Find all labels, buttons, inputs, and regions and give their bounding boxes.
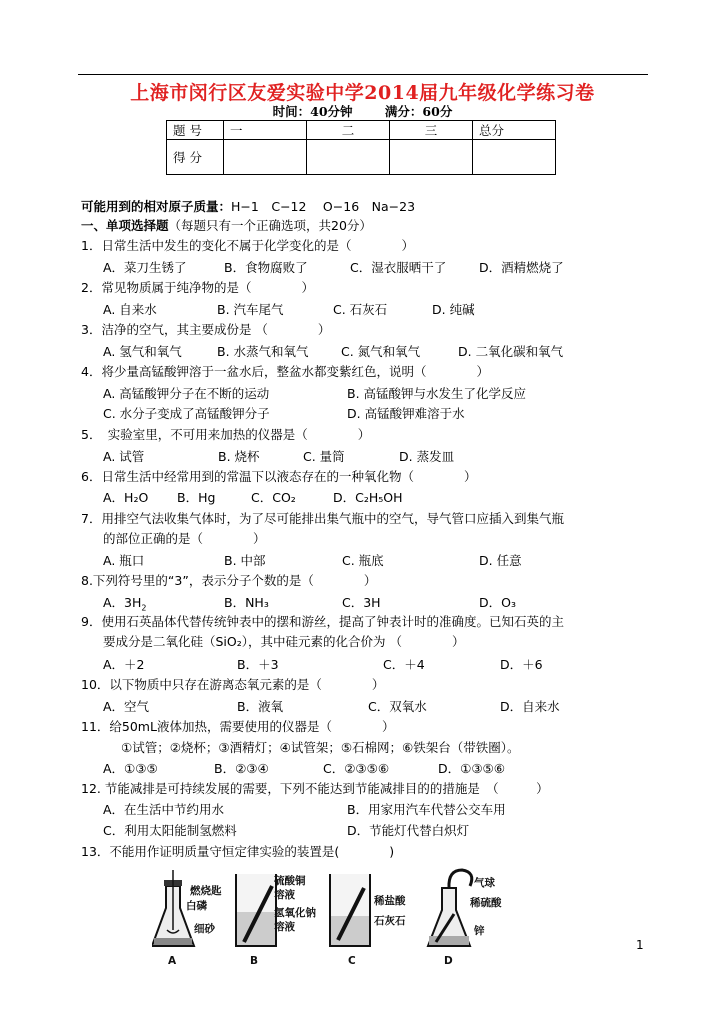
letter-C: C	[348, 955, 356, 967]
option-A: A. 试管	[103, 449, 145, 464]
option-D: D．O₃	[479, 595, 516, 610]
option-C: C. 水分子变成了高锰酸钾分子	[103, 406, 270, 421]
option-D: D．自来水	[500, 699, 560, 714]
apparatus-figure	[152, 866, 532, 970]
label-A-1: 燃烧匙	[190, 885, 222, 897]
score-cell: 二	[307, 121, 390, 140]
option-A: A．菜刀生锈了	[103, 260, 187, 275]
option-C: C．湿衣服晒干了	[350, 260, 447, 275]
label-B-1: 硫酸铜	[274, 875, 306, 887]
score-cell: 总分	[473, 121, 556, 140]
option-A: A．①③⑤	[103, 761, 158, 776]
option-A: A．＋2	[103, 657, 145, 672]
question-stem: 7．用排空气法收集气体时，为了尽可能排出集气瓶中的空气，导气管口应插入到集气瓶	[81, 511, 564, 526]
option-B: B．②③④	[214, 761, 269, 776]
option-B: B. 烧杯	[218, 449, 260, 464]
option-C: C．②③⑤⑥	[323, 761, 390, 776]
option-C: C．利用太阳能制氢燃料	[103, 823, 237, 838]
option-C: C. 量筒	[303, 449, 345, 464]
option-D: D. 蒸发皿	[399, 449, 455, 464]
option-B: B．NH₃	[224, 595, 269, 610]
score-input-cell	[473, 140, 556, 175]
page-title: 上海市闵行区友爱实验中学2014届九年级化学练习卷	[130, 82, 595, 104]
question-stem-continued: 的部位正确的是（ ）	[103, 531, 266, 546]
apparatus-B	[236, 874, 316, 967]
option-B: B. 高锰酸钾与水发生了化学反应	[347, 386, 527, 401]
option-A-text: A．3H	[103, 595, 142, 610]
question-stem: 2．常见物质属于纯净物的是（ ）	[81, 280, 314, 295]
atomic-mass-line	[81, 197, 415, 215]
option-A: A. 高锰酸钾分子在不断的运动	[103, 386, 270, 401]
question-stem: 1．日常生活中发生的变化不属于化学变化的是（ ）	[81, 238, 414, 253]
question-stem: 5． 实验室里，不可用来加热的仪器是（ ）	[81, 427, 371, 442]
page-number: 1	[636, 938, 644, 952]
label-D-1: 气球	[474, 877, 495, 889]
label-D-3: 锌	[474, 925, 485, 937]
option-C: C. 石灰石	[333, 302, 388, 317]
score-input-cell	[224, 140, 307, 175]
question-stem: 12. 节能减排是可持续发展的需要，下列不能达到节能减排目的的措施是 （ ）	[81, 781, 549, 796]
option-A: A. 自来水	[103, 302, 157, 317]
question-stem: 4．将少量高锰酸钾溶于一盆水后，整盆水都变紫红色，说明（ ）	[81, 364, 489, 379]
question-stem: 10．以下物质中只存在游离态氧元素的是（ ）	[81, 677, 385, 692]
exam-info	[0, 102, 725, 120]
option-C: C．＋4	[383, 657, 425, 672]
question-stem: 6．日常生活中经常用到的常温下以液态存在的一种氧化物（ ）	[81, 469, 477, 484]
option-B: B．液氧	[237, 699, 284, 714]
option-B: B. 汽车尾气	[217, 302, 284, 317]
option-C: C. 瓶底	[342, 553, 384, 568]
question-stem-continued: 要成分是二氧化硅（SiO₂），其中硅元素的化合价为 （ ）	[103, 634, 465, 649]
header-rule	[78, 74, 648, 75]
option-A: A．H₂O	[103, 490, 149, 505]
time-limit: 时间：40分钟	[272, 104, 353, 119]
option-D: D．①③⑤⑥	[438, 761, 505, 776]
letter-A: A	[168, 955, 177, 967]
option-A: A．空气	[103, 699, 150, 714]
label-A-3: 细砂	[194, 923, 215, 935]
question-stem: 13．不能用作证明质量守恒定律实验的装置是( )	[81, 844, 395, 859]
option-C: C．双氧水	[368, 699, 427, 714]
option-A: A. 瓶口	[103, 553, 145, 568]
option-D: D. 任意	[479, 553, 522, 568]
option-B: B．食物腐败了	[224, 260, 308, 275]
question-stem: 3．洁净的空气，其主要成份是 （ ）	[81, 322, 331, 337]
letter-D: D	[444, 955, 453, 967]
question-stem: 11．给50mL液体加热，需要使用的仪器是（ ）	[81, 719, 395, 734]
full-score: 满分：60分	[384, 104, 453, 119]
label-C-1: 稀盐酸	[374, 895, 406, 907]
option-B: B. 水蒸气和氧气	[217, 344, 309, 359]
apparatus-A	[152, 870, 222, 967]
apparatus-C	[330, 874, 406, 967]
option-C: C. 氮气和氧气	[341, 344, 421, 359]
option-D: D．＋6	[500, 657, 543, 672]
atomic-mass-values: H−1 C−12 O−16 Na−23	[231, 199, 416, 214]
score-input-cell	[307, 140, 390, 175]
option-B: B. 中部	[224, 553, 266, 568]
label-B-4: 溶液	[274, 921, 295, 933]
label-B-2: 溶液	[274, 889, 295, 901]
question-stem: 8.下列符号里的“3”，表示分子个数的是（ ）	[81, 573, 377, 588]
option-D: D. 高锰酸钾难溶于水	[347, 406, 465, 421]
atomic-mass-label: 可能用到的相对原子质量：	[81, 199, 232, 214]
score-input-cell	[390, 140, 473, 175]
option-A: A. 氢气和氧气	[103, 344, 182, 359]
score-table	[166, 120, 556, 175]
score-cell: 题 号	[167, 121, 224, 140]
option-B: B．＋3	[237, 657, 279, 672]
option-D: D．C₂H₅OH	[333, 490, 403, 505]
score-cell: 三	[390, 121, 473, 140]
score-table-header-row	[167, 121, 556, 140]
option-C: C．3H	[342, 595, 381, 610]
option-B: B．Hg	[177, 490, 216, 505]
score-table-score-row	[167, 140, 556, 175]
option-A: A．在生活中节约用水	[103, 802, 225, 817]
option-D: D. 纯碱	[432, 302, 475, 317]
section-note: （每题只有一个正确选项，共20分）	[168, 218, 372, 233]
question-stem: 9．使用石英晶体代替传统钟表中的摆和游丝，提高了钟表计时的准确度。已知石英的主	[81, 614, 564, 629]
section-title: 一、单项选择题	[81, 218, 169, 233]
label-A-2: 白磷	[186, 900, 207, 912]
label-D-2: 稀硫酸	[470, 897, 502, 909]
apparatus-D	[428, 870, 502, 967]
section-heading	[81, 216, 372, 234]
option-B: B．用家用汽车代替公交车用	[347, 802, 506, 817]
letter-B: B	[250, 955, 259, 967]
question-stem-continued: ①试管；②烧杯；③酒精灯；④试管架；⑤石棉网；⑥铁架台（带铁圈）。	[121, 740, 520, 755]
option-D: D．酒精燃烧了	[479, 260, 564, 275]
option-D: D．节能灯代替白炽灯	[347, 823, 470, 838]
label-C-2: 石灰石	[374, 915, 406, 927]
option-A: A．$3H_2$	[103, 595, 147, 613]
label-B-3: 氢氧化钠	[274, 907, 316, 919]
option-D: D. 二氧化碳和氧气	[458, 344, 564, 359]
score-cell: 得 分	[167, 140, 224, 175]
score-cell: 一	[224, 121, 307, 140]
option-C: C．CO₂	[251, 490, 296, 505]
